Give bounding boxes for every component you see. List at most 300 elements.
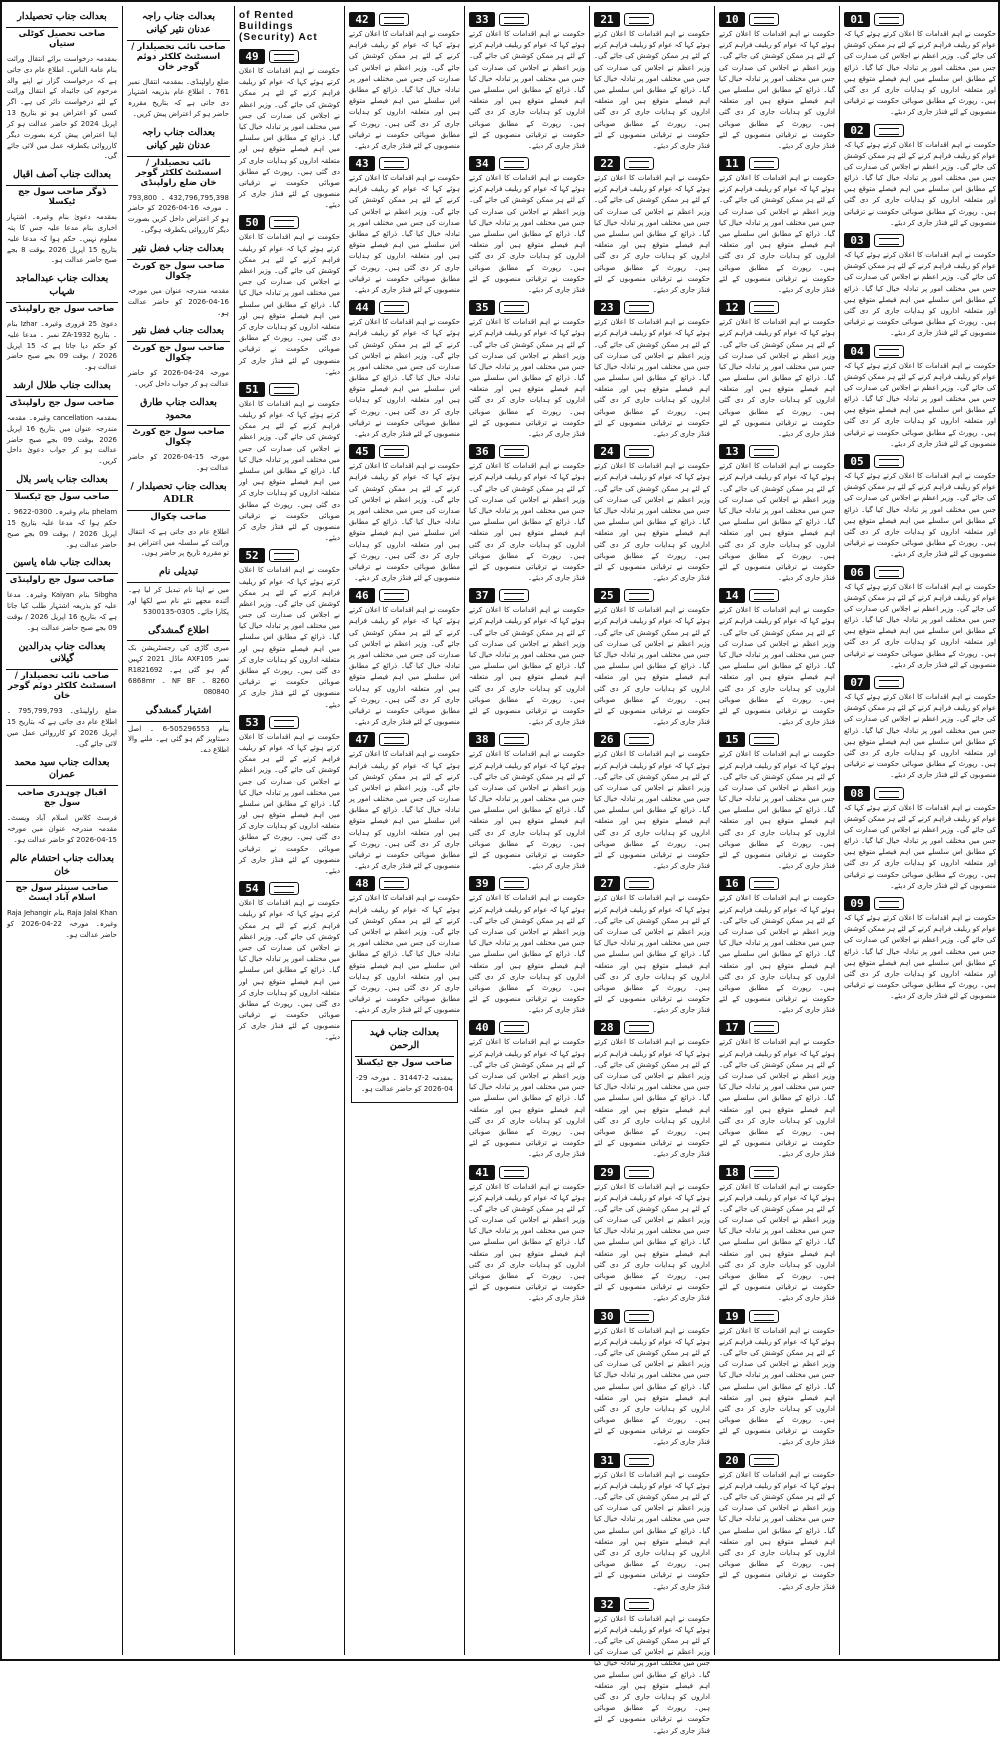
news-item <box>469 300 585 440</box>
news-tag-icon <box>624 1166 654 1179</box>
news-body: حکومت نے اہم اقدامات کا اعلان کرتے ہوئے کہا کہ عوام کو ریلیف فراہم کرنے کے لئے ہر ممکن کوشش کی جائے گی۔ وزیر اعظم نے اجلاس کی صدارت کی جس میں مختلف امور پر تبادلہ خیال کیا گیا۔ ذرائع کے مطابق اس سلسلے میں اہم فیصلے متوقع ہیں اور متعلقہ اداروں کو ہدایات جاری کر دی گئی ہیں۔ رپورٹ کے مطابق صوبائی حکومت نے ترقیاتی منصوبوں کے لئے فنڈز جاری کر دیئے۔ <box>239 67 340 210</box>
news-tag-icon <box>624 1021 654 1034</box>
news-tag-icon <box>624 877 654 890</box>
news-number-badge: 40 <box>469 1020 495 1035</box>
court-title: بعدالت جناب سید محمد عمران <box>6 754 118 787</box>
news-item <box>719 444 835 584</box>
news-number-badge: 23 <box>594 300 620 315</box>
news-item <box>469 732 585 872</box>
news-tag-icon <box>499 301 529 314</box>
news-item <box>719 1020 835 1160</box>
news-item-header <box>594 12 710 27</box>
news-item-header <box>349 12 460 27</box>
court-subtitle: صاحب نائب تحصیلدار / اسسٹنٹ کلکٹر دوئم گوجر خان <box>7 671 117 702</box>
news-body: حکومت نے اہم اقدامات کا اعلان کرتے ہوئے کہا کہ عوام کو ریلیف فراہم کرنے کے لئے ہر ممکن کوشش کی جائے گی۔ وزیر اعظم نے اجلاس کی صدارت کی جس میں مختلف امور پر تبادلہ خیال کیا گیا۔ ذرائع کے مطابق اس سلسلے میں اہم فیصلے متوقع ہیں اور متعلقہ اداروں کو ہدایات جاری کر دی گئی ہیں۔ رپورٹ کے مطابق صوبائی حکومت نے ترقیاتی منصوبوں کے لئے فنڈز جاری کر دیئے۔ <box>594 462 710 583</box>
news-item <box>844 896 996 1003</box>
notice-body: بمقدمہ دعویٰ بنام وغیرہ۔ اشتہار اخباری بنام مدعا علیہ جس کا پتہ معلوم نہیں۔ حکم ہوا کہ مدعا علیہ بتاریخ 15 اپریل 2026 بوقت 8 بجے صبح حاضر عدالت ہو۔ <box>7 213 118 265</box>
news-item <box>469 444 585 584</box>
news-item <box>844 786 996 893</box>
news-body: حکومت نے اہم اقدامات کا اعلان کرتے ہوئے کہا کہ عوام کو ریلیف فراہم کرنے کے لئے ہر ممکن کوشش کی جائے گی۔ وزیر اعظم نے اجلاس کی صدارت کی جس میں مختلف امور پر تبادلہ خیال کیا گیا۔ ذرائع کے مطابق اس سلسلے میں اہم فیصلے متوقع ہیں اور متعلقہ اداروں کو ہدایات جاری کر دی گئی ہیں۔ رپورٹ کے مطابق صوبائی حکومت نے ترقیاتی منصوبوں کے لئے فنڈز جاری کر دیئے۔ <box>594 30 710 150</box>
news-number-badge: 06 <box>844 565 870 580</box>
news-column-6 <box>839 6 1000 1655</box>
news-tag-icon <box>874 897 904 910</box>
news-item-header <box>349 732 460 747</box>
news-body: حکومت نے اہم اقدامات کا اعلان کرتے ہوئے کہا کہ عوام کو ریلیف فراہم کرنے کے لئے ہر ممکن کوشش کی جائے گی۔ وزیر اعظم نے اجلاس کی صدارت کی جس میں مختلف امور پر تبادلہ خیال کیا گیا۔ ذرائع کے مطابق اس سلسلے میں اہم فیصلے متوقع ہیں اور متعلقہ اداروں کو ہدایات جاری کر دی گئی ہیں۔ رپورٹ کے مطابق صوبائی حکومت نے ترقیاتی منصوبوں کے لئے فنڈز جاری کر دیئے۔ <box>719 1038 835 1159</box>
court-notice <box>127 322 230 394</box>
news-item <box>469 1165 585 1305</box>
news-tag-icon <box>269 383 299 396</box>
notices-column-second <box>122 6 234 1655</box>
news-item-header <box>594 444 710 459</box>
news-item <box>719 1453 835 1593</box>
news-tag-icon <box>499 733 529 746</box>
news-item <box>469 12 585 152</box>
court-subtitle: صاحب چکوال <box>150 511 207 522</box>
news-item <box>719 876 835 1016</box>
notice-body: دعویٰ 25 فروری وغیرہ۔ Izhar بنام ۔ بتاریخ ZA-1932 نمبر ۔ مدعا علیہ کو حکم دیا جاتا ہے کہ 15 اپریل 2026 / بوقت 09 بجے صبح حاضر عدالت ہو۔ <box>7 319 118 372</box>
news-number-badge: 36 <box>469 444 495 459</box>
news-body: حکومت نے اہم اقدامات کا اعلان کرتے ہوئے کہا کہ عوام کو ریلیف فراہم کرنے کے لئے ہر ممکن کوشش کی جائے گی۔ وزیر اعظم نے اجلاس کی صدارت کی جس میں مختلف امور پر تبادلہ خیال کیا گیا۔ ذرائع کے مطابق اس سلسلے میں اہم فیصلے متوقع ہیں اور متعلقہ اداروں کو ہدایات جاری کر دی گئی ہیں۔ رپورٹ کے مطابق صوبائی حکومت نے ترقیاتی منصوبوں کے لئے فنڈز جاری کر دیئے۔ <box>719 30 835 150</box>
court-notice <box>127 124 230 240</box>
news-tag-icon <box>499 1166 529 1179</box>
news-tag-icon <box>874 787 904 800</box>
news-body: حکومت نے اہم اقدامات کا اعلان کرتے ہوئے کہا کہ عوام کو ریلیف فراہم کرنے کے لئے ہر ممکن کوشش کی جائے گی۔ وزیر اعظم نے اجلاس کی صدارت کی جس میں مختلف امور پر تبادلہ خیال کیا گیا۔ ذرائع کے مطابق اس سلسلے میں اہم فیصلے متوقع ہیں اور متعلقہ اداروں کو ہدایات جاری کر دی گئی ہیں۔ رپورٹ کے مطابق صوبائی حکومت نے ترقیاتی منصوبوں کے لئے فنڈز جاری کر دیئے۔ <box>719 174 835 294</box>
lost-notice-body: میری گاڑی کی رجسٹریشن بک نمبر AXF105 ماڈل 2021 کہیں گم ہو گئی ہے۔ R1821692 8260 ۔ NF BF ۔ 6868mr 080840 <box>128 644 229 696</box>
news-body: حکومت نے اہم اقدامات کا اعلان کرتے ہوئے کہا کہ عوام کو ریلیف فراہم کرنے کے لئے ہر ممکن کوشش کی جائے گی۔ وزیر اعظم نے اجلاس کی صدارت کی جس میں مختلف امور پر تبادلہ خیال کیا گیا۔ ذرائع کے مطابق اس سلسلے میں اہم فیصلے متوقع ہیں اور متعلقہ اداروں کو ہدایات جاری کر دی گئی ہیں۔ رپورٹ کے مطابق صوبائی حکومت نے ترقیاتی منصوبوں کے لئے فنڈز جاری کر دیئے۔ <box>594 606 710 727</box>
news-body: حکومت نے اہم اقدامات کا اعلان کرتے ہوئے کہا کہ عوام کو ریلیف فراہم کرنے کے لئے ہر ممکن کوشش کی جائے گی۔ وزیر اعظم نے اجلاس کی صدارت کی جس میں مختلف امور پر تبادلہ خیال کیا گیا۔ ذرائع کے مطابق اس سلسلے میں اہم فیصلے متوقع ہیں اور متعلقہ اداروں کو ہدایات جاری کر دی گئی ہیں۔ رپورٹ کے مطابق صوبائی حکومت نے ترقیاتی منصوبوں کے لئے فنڈز جاری کر دیئے۔ <box>469 1182 585 1303</box>
news-body: حکومت نے اہم اقدامات کا اعلان کرتے ہوئے کہا کہ عوام کو ریلیف فراہم کرنے کے لئے ہر ممکن کوشش کی جائے گی۔ وزیر اعظم نے اجلاس کی صدارت کی جس میں مختلف امور پر تبادلہ خیال کیا گیا۔ ذرائع کے مطابق اس سلسلے میں اہم فیصلے متوقع ہیں اور متعلقہ اداروں کو ہدایات جاری کر دی گئی ہیں۔ رپورٹ کے مطابق صوبائی حکومت نے ترقیاتی منصوبوں کے لئے فنڈز جاری کر دیئے۔ <box>239 732 340 875</box>
news-tag-icon <box>379 877 409 890</box>
news-item-header <box>719 12 835 27</box>
news-body: حکومت نے اہم اقدامات کا اعلان کرتے ہوئے کہا کہ عوام کو ریلیف فراہم کرنے کے لئے ہر ممکن کوشش کی جائے گی۔ وزیر اعظم نے اجلاس کی صدارت کی جس میں مختلف امور پر تبادلہ خیال کیا گیا۔ ذرائع کے مطابق اس سلسلے میں اہم فیصلے متوقع ہیں اور متعلقہ اداروں کو ہدایات جاری کر دی گئی ہیں۔ رپورٹ کے مطابق صوبائی حکومت نے ترقیاتی منصوبوں کے لئے فنڈز جاری کر دیئے۔ <box>594 894 710 1015</box>
news-number-badge: 53 <box>239 715 265 730</box>
court-notice <box>127 394 230 478</box>
news-item-header <box>719 876 835 891</box>
news-item <box>594 156 710 296</box>
court-title: بعدالت جناب تحصیلدار <box>6 8 118 28</box>
news-item <box>719 588 835 728</box>
news-tag-icon <box>379 157 409 170</box>
court-notice-center <box>351 1020 458 1102</box>
news-number-badge: 02 <box>844 123 870 138</box>
news-item-header <box>594 1597 710 1612</box>
news-item <box>239 548 340 710</box>
news-column-5 <box>714 6 839 1655</box>
news-item-header <box>844 454 996 469</box>
news-tag-icon <box>269 882 299 895</box>
news-column-2 <box>344 6 464 1655</box>
news-item <box>594 1020 710 1160</box>
court-subtitle: صاحب سول جج ٹیکسلا <box>14 491 110 502</box>
news-number-badge: 12 <box>719 300 745 315</box>
news-tag-icon <box>624 445 654 458</box>
notice-body: Sibgha بنام Kaiyan وغیرہ۔ مدعا علیہ کو بذریعہ اشتہار طلب کیا جاتا ہے کہ بتاریخ 16 اپریل 2026 / بوقت 09 بجے صبح حاضر عدالت ہو۔ <box>7 591 118 632</box>
court-notice <box>127 478 230 563</box>
court-notice <box>6 8 118 166</box>
news-body: حکومت نے اہم اقدامات کا اعلان کرتے ہوئے کہا کہ عوام کو ریلیف فراہم کرنے کے لئے ہر ممکن کوشش کی جائے گی۔ وزیر اعظم نے اجلاس کی صدارت کی جس میں مختلف امور پر تبادلہ خیال کیا گیا۔ ذرائع کے مطابق اس سلسلے میں اہم فیصلے متوقع ہیں اور متعلقہ اداروں کو ہدایات جاری کر دی گئی ہیں۔ رپورٹ کے مطابق صوبائی حکومت نے ترقیاتی منصوبوں کے لئے فنڈز جاری کر دیئے۔ <box>719 750 835 871</box>
court-title: بعدالت جناب راجہ عدنان نثیر کیانی <box>127 8 230 41</box>
court-subtitle: صاحب سول جج راولپنڈی <box>9 575 115 586</box>
court-subtitle: صاحب سینئر سول جج اسلام آباد ایسٹ <box>15 883 109 904</box>
missing-notice-body: بنام 505296553-6 ۔ اصل دستاویز گم ہو گئی ہے۔ ملنے والا اطلاع دے۔ <box>128 724 229 755</box>
news-number-badge: 42 <box>349 12 375 27</box>
news-item-header <box>239 715 340 730</box>
court-title: بعدالت جناب فضل نثیر <box>127 322 230 342</box>
news-tag-icon <box>379 733 409 746</box>
news-item <box>349 300 460 440</box>
news-tag-icon <box>749 877 779 890</box>
news-number-badge: 16 <box>719 876 745 891</box>
news-body: حکومت نے اہم اقدامات کا اعلان کرتے ہوئے کہا کہ عوام کو ریلیف فراہم کرنے کے لئے ہر ممکن کوشش کی جائے گی۔ وزیر اعظم نے اجلاس کی صدارت کی جس میں مختلف امور پر تبادلہ خیال کیا گیا۔ ذرائع کے مطابق اس سلسلے میں اہم فیصلے متوقع ہیں اور متعلقہ اداروں کو ہدایات جاری کر دی گئی ہیں۔ رپورٹ کے مطابق صوبائی حکومت نے ترقیاتی منصوبوں کے لئے فنڈز جاری کر دیئے۔ <box>469 462 585 583</box>
news-body: حکومت نے اہم اقدامات کا اعلان کرتے ہوئے کہا کہ عوام کو ریلیف فراہم کرنے کے لئے ہر ممکن کوشش کی جائے گی۔ وزیر اعظم نے اجلاس کی صدارت کی جس میں مختلف امور پر تبادلہ خیال کیا گیا۔ ذرائع کے مطابق اس سلسلے میں اہم فیصلے متوقع ہیں اور متعلقہ اداروں کو ہدایات جاری کر دی گئی ہیں۔ رپورٹ کے مطابق صوبائی حکومت نے ترقیاتی منصوبوں کے لئے فنڈز جاری کر دیئے۔ <box>844 914 996 1001</box>
news-body: حکومت نے اہم اقدامات کا اعلان کرتے ہوئے کہا کہ عوام کو ریلیف فراہم کرنے کے لئے ہر ممکن کوشش کی جائے گی۔ وزیر اعظم نے اجلاس کی صدارت کی جس میں مختلف امور پر تبادلہ خیال کیا گیا۔ ذرائع کے مطابق اس سلسلے میں اہم فیصلے متوقع ہیں اور متعلقہ اداروں کو ہدایات جاری کر دی گئی ہیں۔ رپورٹ کے مطابق صوبائی حکومت نے ترقیاتی منصوبوں کے لئے فنڈز جاری کر دیئے۔ <box>349 462 460 583</box>
news-item <box>239 49 340 211</box>
name-change-body: میں نے اپنا نام تبدیل کر لیا ہے۔ آئندہ مجھے نئے نام سے لکھا اور پکارا جائے۔ 0305-5300135 <box>128 586 229 616</box>
court-subtitle: صاحب سول جج راولپنڈی <box>9 303 115 314</box>
notice-body: phelam بنام وغیرہ۔ 0300-9622 ۔ حکم ہوا کہ مدعا علیہ بتاریخ 15 اپریل 2026 / بوقت 09 بجے صبح حاضر عدالت ہو۔ <box>7 507 117 549</box>
news-item <box>594 1165 710 1305</box>
news-tag-icon <box>749 1310 779 1323</box>
news-item <box>594 876 710 1016</box>
news-tag-icon <box>379 589 409 602</box>
news-body: حکومت نے اہم اقدامات کا اعلان کرتے ہوئے کہا کہ عوام کو ریلیف فراہم کرنے کے لئے ہر ممکن کوشش کی جائے گی۔ وزیر اعظم نے اجلاس کی صدارت کی جس میں مختلف امور پر تبادلہ خیال کیا گیا۔ ذرائع کے مطابق اس سلسلے میں اہم فیصلے متوقع ہیں اور متعلقہ اداروں کو ہدایات جاری کر دی گئی ہیں۔ رپورٹ کے مطابق صوبائی حکومت نے ترقیاتی منصوبوں کے لئے فنڈز جاری کر دیئے۔ <box>469 30 585 150</box>
news-tag-icon <box>499 877 529 890</box>
news-tag-icon <box>269 50 299 63</box>
court-title: بعدالت جناب شاہ یاسین <box>6 554 118 574</box>
news-item <box>469 156 585 296</box>
court-body: بمقدمہ 2-31447 ۔ مورخہ 29-04-2026 کو حاضر عدالت ہو۔ <box>356 1074 453 1093</box>
notice-body: ضلع راولپنڈی۔ 795,799,793 ۔ اطلاع عام دی جاتی ہے کہ بتاریخ 15 اپریل 2026 کو کارروائی عمل میں لائی جائے گی۔ <box>7 707 117 748</box>
news-item <box>719 732 835 872</box>
news-number-badge: 52 <box>239 548 265 563</box>
news-number-badge: 48 <box>349 876 375 891</box>
news-item <box>844 123 996 230</box>
news-tag-icon <box>624 13 654 26</box>
news-item-header <box>719 732 835 747</box>
notice-body: ضلع راولپنڈی۔ بمقدمہ انتقال نمبر 761 ۔ اطلاع عام بذریعہ اشتہار دی جاتی ہے کہ بتاریخ مقررہ حاضر ہو کر اعتراض پیش کریں۔ <box>128 77 229 119</box>
news-body: حکومت نے اہم اقدامات کا اعلان کرتے ہوئے کہا کہ عوام کو ریلیف فراہم کرنے کے لئے ہر ممکن کوشش کی جائے گی۔ وزیر اعظم نے اجلاس کی صدارت کی جس میں مختلف امور پر تبادلہ خیال کیا گیا۔ ذرائع کے مطابق اس سلسلے میں اہم فیصلے متوقع ہیں اور متعلقہ اداروں کو ہدایات جاری کر دی گئی ہیں۔ رپورٹ کے مطابق صوبائی حکومت نے ترقیاتی منصوبوں کے لئے فنڈز جاری کر دیئے۔ <box>844 30 996 117</box>
news-item <box>844 344 996 451</box>
news-item <box>594 300 710 440</box>
news-item <box>349 588 460 728</box>
court-subtitle: صاحب سول جج کورٹ چکوال <box>132 260 225 281</box>
news-item-header <box>594 588 710 603</box>
news-item-header <box>469 156 585 171</box>
news-tag-icon <box>624 1598 654 1611</box>
news-body: حکومت نے اہم اقدامات کا اعلان کرتے ہوئے کہا کہ عوام کو ریلیف فراہم کرنے کے لئے ہر ممکن کوشش کی جائے گی۔ وزیر اعظم نے اجلاس کی صدارت کی جس میں مختلف امور پر تبادلہ خیال کیا گیا۔ ذرائع کے مطابق اس سلسلے میں اہم فیصلے متوقع ہیں اور متعلقہ اداروں کو ہدایات جاری کر دی گئی ہیں۔ رپورٹ کے مطابق صوبائی حکومت نے ترقیاتی منصوبوں کے لئے فنڈز جاری کر دیئے۔ <box>349 30 460 150</box>
news-number-badge: 37 <box>469 588 495 603</box>
news-body: حکومت نے اہم اقدامات کا اعلان کرتے ہوئے کہا کہ عوام کو ریلیف فراہم کرنے کے لئے ہر ممکن کوشش کی جائے گی۔ وزیر اعظم نے اجلاس کی صدارت کی جس میں مختلف امور پر تبادلہ خیال کیا گیا۔ ذرائع کے مطابق اس سلسلے میں اہم فیصلے متوقع ہیں اور متعلقہ اداروں کو ہدایات جاری کر دی گئی ہیں۔ رپورٹ کے مطابق صوبائی حکومت نے ترقیاتی منصوبوں کے لئے فنڈز جاری کر دیئے۔ <box>844 803 996 890</box>
news-item-header <box>239 881 340 896</box>
news-item <box>594 1597 710 1737</box>
court-subtitle: صاحب سول جج راولپنڈی <box>9 397 115 408</box>
court-notice <box>6 377 118 471</box>
news-number-badge: 10 <box>719 12 745 27</box>
news-item <box>719 300 835 440</box>
news-number-badge: 43 <box>349 156 375 171</box>
news-tag-icon <box>749 445 779 458</box>
news-body: حکومت نے اہم اقدامات کا اعلان کرتے ہوئے کہا کہ عوام کو ریلیف فراہم کرنے کے لئے ہر ممکن کوشش کی جائے گی۔ وزیر اعظم نے اجلاس کی صدارت کی جس میں مختلف امور پر تبادلہ خیال کیا گیا۔ ذرائع کے مطابق اس سلسلے میں اہم فیصلے متوقع ہیں اور متعلقہ اداروں کو ہدایات جاری کر دی گئی ہیں۔ رپورٹ کے مطابق صوبائی حکومت نے ترقیاتی منصوبوں کے لئے فنڈز جاری کر دیئے۔ <box>594 750 710 871</box>
news-body: حکومت نے اہم اقدامات کا اعلان کرتے ہوئے کہا کہ عوام کو ریلیف فراہم کرنے کے لئے ہر ممکن کوشش کی جائے گی۔ وزیر اعظم نے اجلاس کی صدارت کی جس میں مختلف امور پر تبادلہ خیال کیا گیا۔ ذرائع کے مطابق اس سلسلے میں اہم فیصلے متوقع ہیں اور متعلقہ اداروں کو ہدایات جاری کر دی گئی ہیں۔ رپورٹ کے مطابق صوبائی حکومت نے ترقیاتی منصوبوں کے لئے فنڈز جاری کر دیئے۔ <box>844 251 996 338</box>
news-item <box>719 1165 835 1305</box>
court-subtitle: اقبال چوہدری صاحب سول جج <box>17 788 107 809</box>
court-subtitle: صاحب نائب تحصیلدار / اسسٹنٹ کلکٹر دوئم گوجر خان <box>131 41 226 72</box>
news-tag-icon <box>624 733 654 746</box>
news-item-header <box>844 896 996 911</box>
news-item <box>239 715 340 877</box>
news-item-header <box>594 300 710 315</box>
news-item-header <box>349 876 460 891</box>
news-number-badge: 13 <box>719 444 745 459</box>
news-body: حکومت نے اہم اقدامات کا اعلان کرتے ہوئے کہا کہ عوام کو ریلیف فراہم کرنے کے لئے ہر ممکن کوشش کی جائے گی۔ وزیر اعظم نے اجلاس کی صدارت کی جس میں مختلف امور پر تبادلہ خیال کیا گیا۔ ذرائع کے مطابق اس سلسلے میں اہم فیصلے متوقع ہیں اور متعلقہ اداروں کو ہدایات جاری کر دی گئی ہیں۔ رپورٹ کے مطابق صوبائی حکومت نے ترقیاتی منصوبوں کے لئے فنڈز جاری کر دیئے۔ <box>594 1182 710 1303</box>
news-number-badge: 32 <box>594 1597 620 1612</box>
news-item-header <box>594 876 710 891</box>
news-tag-icon <box>749 1021 779 1034</box>
news-tag-icon <box>874 345 904 358</box>
news-body: حکومت نے اہم اقدامات کا اعلان کرتے ہوئے کہا کہ عوام کو ریلیف فراہم کرنے کے لئے ہر ممکن کوشش کی جائے گی۔ وزیر اعظم نے اجلاس کی صدارت کی جس میں مختلف امور پر تبادلہ خیال کیا گیا۔ ذرائع کے مطابق اس سلسلے میں اہم فیصلے متوقع ہیں اور متعلقہ اداروں کو ہدایات جاری کر دی گئی ہیں۔ رپورٹ کے مطابق صوبائی حکومت نے ترقیاتی منصوبوں کے لئے فنڈز جاری کر دیئے۔ <box>239 399 340 543</box>
news-number-badge: 29 <box>594 1165 620 1180</box>
news-column-4 <box>589 6 714 1735</box>
news-body: حکومت نے اہم اقدامات کا اعلان کرتے ہوئے کہا کہ عوام کو ریلیف فراہم کرنے کے لئے ہر ممکن کوشش کی جائے گی۔ وزیر اعظم نے اجلاس کی صدارت کی جس میں مختلف امور پر تبادلہ خیال کیا گیا۔ ذرائع کے مطابق اس سلسلے میں اہم فیصلے متوقع ہیں اور متعلقہ اداروں کو ہدایات جاری کر دی گئی ہیں۔ رپورٹ کے مطابق صوبائی حکومت نے ترقیاتی منصوبوں کے لئے فنڈز جاری کر دیئے۔ <box>469 1038 585 1159</box>
news-body: حکومت نے اہم اقدامات کا اعلان کرتے ہوئے کہا کہ عوام کو ریلیف فراہم کرنے کے لئے ہر ممکن کوشش کی جائے گی۔ وزیر اعظم نے اجلاس کی صدارت کی جس میں مختلف امور پر تبادلہ خیال کیا گیا۔ ذرائع کے مطابق اس سلسلے میں اہم فیصلے متوقع ہیں اور متعلقہ اداروں کو ہدایات جاری کر دی گئی ہیں۔ رپورٹ کے مطابق صوبائی حکومت نے ترقیاتی منصوبوں کے لئے فنڈز جاری کر دیئے۔ <box>349 750 460 871</box>
court-title: بعدالت جناب طلال ارشد <box>6 377 118 397</box>
news-item-header <box>844 233 996 248</box>
news-number-badge: 33 <box>469 12 495 27</box>
news-item-header <box>469 1020 585 1035</box>
lost-notice <box>127 622 230 702</box>
news-item-header <box>844 786 996 801</box>
news-item <box>594 732 710 872</box>
news-number-badge: 24 <box>594 444 620 459</box>
news-number-badge: 22 <box>594 156 620 171</box>
news-item <box>239 881 340 1043</box>
news-tag-icon <box>624 1310 654 1323</box>
news-item <box>719 1309 835 1449</box>
news-item-header <box>719 300 835 315</box>
court-subtitle: صاحب سول جج کورٹ چکوال <box>132 343 225 364</box>
court-notice <box>6 754 118 850</box>
news-tag-icon <box>749 1166 779 1179</box>
news-item <box>594 1309 710 1449</box>
news-number-badge: 20 <box>719 1453 745 1468</box>
news-item <box>239 215 340 377</box>
news-tag-icon <box>624 1454 654 1467</box>
court-notice <box>127 240 230 322</box>
news-number-badge: 01 <box>844 12 870 27</box>
news-number-badge: 17 <box>719 1020 745 1035</box>
news-tag-icon <box>269 549 299 562</box>
notice-body: بمقدمہ درخواست برائے انتقال وراثت بنام عامۃ الناس۔ اطلاع عام دی جاتی ہے کہ درخواست گزار نے اپنے والد مرحوم کی جائیداد کے انتقال وراثت کے لئے درخواست دائر کی ہے۔ اگر کسی کو اعتراض ہو تو بتاریخ 13 اپریل 2024 کو حاضر عدالت ہو کر اپنا اعتراض پیش کرے بصورت دیگر کارروائی یکطرفہ عمل میں لائی جائے گی۔ <box>7 54 118 161</box>
news-number-badge: 51 <box>239 382 265 397</box>
news-tag-icon <box>624 589 654 602</box>
news-tag-icon <box>874 234 904 247</box>
news-column-3 <box>464 6 589 1655</box>
news-number-badge: 18 <box>719 1165 745 1180</box>
news-tag-icon <box>499 1021 529 1034</box>
news-body: حکومت نے اہم اقدامات کا اعلان کرتے ہوئے کہا کہ عوام کو ریلیف فراہم کرنے کے لئے ہر ممکن کوشش کی جائے گی۔ وزیر اعظم نے اجلاس کی صدارت کی جس میں مختلف امور پر تبادلہ خیال کیا گیا۔ ذرائع کے مطابق اس سلسلے میں اہم فیصلے متوقع ہیں اور متعلقہ اداروں کو ہدایات جاری کر دی گئی ہیں۔ رپورٹ کے مطابق صوبائی حکومت نے ترقیاتی منصوبوں کے لئے فنڈز جاری کر دیئے۔ <box>594 1614 710 1735</box>
news-item-header <box>594 1309 710 1324</box>
news-item <box>844 233 996 340</box>
news-item-header <box>239 49 340 64</box>
news-body: حکومت نے اہم اقدامات کا اعلان کرتے ہوئے کہا کہ عوام کو ریلیف فراہم کرنے کے لئے ہر ممکن کوشش کی جائے گی۔ وزیر اعظم نے اجلاس کی صدارت کی جس میں مختلف امور پر تبادلہ خیال کیا گیا۔ ذرائع کے مطابق اس سلسلے میں اہم فیصلے متوقع ہیں اور متعلقہ اداروں کو ہدایات جاری کر دی گئی ہیں۔ رپورٹ کے مطابق صوبائی حکومت نے ترقیاتی منصوبوں کے لئے فنڈز جاری کر دیئے۔ <box>844 140 996 227</box>
news-body: حکومت نے اہم اقدامات کا اعلان کرتے ہوئے کہا کہ عوام کو ریلیف فراہم کرنے کے لئے ہر ممکن کوشش کی جائے گی۔ وزیر اعظم نے اجلاس کی صدارت کی جس میں مختلف امور پر تبادلہ خیال کیا گیا۔ ذرائع کے مطابق اس سلسلے میں اہم فیصلے متوقع ہیں اور متعلقہ اداروں کو ہدایات جاری کر دی گئی ہیں۔ رپورٹ کے مطابق صوبائی حکومت نے ترقیاتی منصوبوں کے لئے فنڈز جاری کر دیئے۔ <box>469 318 585 438</box>
notice-body: Raja Jalal Khan بنام Raja Jehangir وغیرہ۔ مورخہ 22-04-2026 کو حاضر عدالت ہو۔ <box>7 909 117 939</box>
news-number-badge: 45 <box>349 444 375 459</box>
missing-notice-title: اشتہار گمشدگی <box>127 702 230 722</box>
news-item <box>844 12 996 119</box>
news-item-header <box>844 565 996 580</box>
news-body: حکومت نے اہم اقدامات کا اعلان کرتے ہوئے کہا کہ عوام کو ریلیف فراہم کرنے کے لئے ہر ممکن کوشش کی جائے گی۔ وزیر اعظم نے اجلاس کی صدارت کی جس میں مختلف امور پر تبادلہ خیال کیا گیا۔ ذرائع کے مطابق اس سلسلے میں اہم فیصلے متوقع ہیں اور متعلقہ اداروں کو ہدایات جاری کر دی گئی ہیں۔ رپورٹ کے مطابق صوبائی حکومت نے ترقیاتی منصوبوں کے لئے فنڈز جاری کر دیئے۔ <box>719 1326 835 1447</box>
news-number-badge: 31 <box>594 1453 620 1468</box>
news-body: حکومت نے اہم اقدامات کا اعلان کرتے ہوئے کہا کہ عوام کو ریلیف فراہم کرنے کے لئے ہر ممکن کوشش کی جائے گی۔ وزیر اعظم نے اجلاس کی صدارت کی جس میں مختلف امور پر تبادلہ خیال کیا گیا۔ ذرائع کے مطابق اس سلسلے میں اہم فیصلے متوقع ہیں اور متعلقہ اداروں کو ہدایات جاری کر دی گئی ہیں۔ رپورٹ کے مطابق صوبائی حکومت نے ترقیاتی منصوبوں کے لئے فنڈز جاری کر دیئے۔ <box>594 1470 710 1591</box>
news-number-badge: 19 <box>719 1309 745 1324</box>
court-title: بعدالت جناب راجہ عدنان نثیر کیانی <box>127 124 230 157</box>
court-title: بعدالت جناب تحصیلدار / ADLR <box>127 478 230 511</box>
notice-body: مقدمہ مندرجہ عنوان میں مورخہ 16-04-2026 کو حاضر عدالت ہو۔ <box>128 286 229 317</box>
news-item-header <box>719 1165 835 1180</box>
news-item-header <box>469 1165 585 1180</box>
news-item <box>239 382 340 544</box>
court-subtitle: نائب تحصیلدار / اسسٹنٹ کلکٹر گوجر خان ضلع راولپنڈی <box>135 157 222 188</box>
court-title: بعدالت جناب بدرالدین گیلانی <box>6 638 118 671</box>
news-item <box>719 156 835 296</box>
news-number-badge: 14 <box>719 588 745 603</box>
news-item-header <box>844 344 996 359</box>
news-body: حکومت نے اہم اقدامات کا اعلان کرتے ہوئے کہا کہ عوام کو ریلیف فراہم کرنے کے لئے ہر ممکن کوشش کی جائے گی۔ وزیر اعظم نے اجلاس کی صدارت کی جس میں مختلف امور پر تبادلہ خیال کیا گیا۔ ذرائع کے مطابق اس سلسلے میں اہم فیصلے متوقع ہیں اور متعلقہ اداروں کو ہدایات جاری کر دی گئی ہیں۔ رپورٹ کے مطابق صوبائی حکومت نے ترقیاتی منصوبوں کے لئے فنڈز جاری کر دیئے۔ <box>469 894 585 1015</box>
news-number-badge: 27 <box>594 876 620 891</box>
name-change <box>127 563 230 621</box>
news-body: حکومت نے اہم اقدامات کا اعلان کرتے ہوئے کہا کہ عوام کو ریلیف فراہم کرنے کے لئے ہر ممکن کوشش کی جائے گی۔ وزیر اعظم نے اجلاس کی صدارت کی جس میں مختلف امور پر تبادلہ خیال کیا گیا۔ ذرائع کے مطابق اس سلسلے میں اہم فیصلے متوقع ہیں اور متعلقہ اداروں کو ہدایات جاری کر دی گئی ہیں۔ رپورٹ کے مطابق صوبائی حکومت نے ترقیاتی منصوبوں کے لئے فنڈز جاری کر دیئے۔ <box>844 361 996 448</box>
court-title: بعدالت جناب یاسر بلال <box>6 471 118 491</box>
news-number-badge: 49 <box>239 49 265 64</box>
news-item <box>469 1020 585 1160</box>
news-number-badge: 03 <box>844 233 870 248</box>
news-tag-icon <box>749 589 779 602</box>
news-body: حکومت نے اہم اقدامات کا اعلان کرتے ہوئے کہا کہ عوام کو ریلیف فراہم کرنے کے لئے ہر ممکن کوشش کی جائے گی۔ وزیر اعظم نے اجلاس کی صدارت کی جس میں مختلف امور پر تبادلہ خیال کیا گیا۔ ذرائع کے مطابق اس سلسلے میں اہم فیصلے متوقع ہیں اور متعلقہ اداروں کو ہدایات جاری کر دی گئی ہیں۔ رپورٹ کے مطابق صوبائی حکومت نے ترقیاتی منصوبوں کے لئے فنڈز جاری کر دیئے۔ <box>594 1038 710 1159</box>
news-body: حکومت نے اہم اقدامات کا اعلان کرتے ہوئے کہا کہ عوام کو ریلیف فراہم کرنے کے لئے ہر ممکن کوشش کی جائے گی۔ وزیر اعظم نے اجلاس کی صدارت کی جس میں مختلف امور پر تبادلہ خیال کیا گیا۔ ذرائع کے مطابق اس سلسلے میں اہم فیصلے متوقع ہیں اور متعلقہ اداروں کو ہدایات جاری کر دی گئی ہیں۔ رپورٹ کے مطابق صوبائی حکومت نے ترقیاتی منصوبوں کے لئے فنڈز جاری کر دیئے۔ <box>349 894 460 1015</box>
court-title: بعدالت جناب طارق محمود <box>127 394 230 427</box>
news-item-header <box>719 588 835 603</box>
news-item-header <box>719 1020 835 1035</box>
news-item-header <box>469 300 585 315</box>
news-item-header <box>239 215 340 230</box>
news-item-header <box>469 876 585 891</box>
news-item <box>469 876 585 1016</box>
news-item <box>844 675 996 782</box>
news-item-header <box>349 444 460 459</box>
news-item-header <box>469 732 585 747</box>
court-title: بعدالت جناب احتشام عالم خان <box>6 850 118 883</box>
news-number-badge: 28 <box>594 1020 620 1035</box>
news-number-badge: 11 <box>719 156 745 171</box>
news-body: حکومت نے اہم اقدامات کا اعلان کرتے ہوئے کہا کہ عوام کو ریلیف فراہم کرنے کے لئے ہر ممکن کوشش کی جائے گی۔ وزیر اعظم نے اجلاس کی صدارت کی جس میں مختلف امور پر تبادلہ خیال کیا گیا۔ ذرائع کے مطابق اس سلسلے میں اہم فیصلے متوقع ہیں اور متعلقہ اداروں کو ہدایات جاری کر دی گئی ہیں۔ رپورٹ کے مطابق صوبائی حکومت نے ترقیاتی منصوبوں کے لئے فنڈز جاری کر دیئے۔ <box>239 899 340 1042</box>
news-body: حکومت نے اہم اقدامات کا اعلان کرتے ہوئے کہا کہ عوام کو ریلیف فراہم کرنے کے لئے ہر ممکن کوشش کی جائے گی۔ وزیر اعظم نے اجلاس کی صدارت کی جس میں مختلف امور پر تبادلہ خیال کیا گیا۔ ذرائع کے مطابق اس سلسلے میں اہم فیصلے متوقع ہیں اور متعلقہ اداروں کو ہدایات جاری کر دی گئی ہیں۔ رپورٹ کے مطابق صوبائی حکومت نے ترقیاتی منصوبوں کے لئے فنڈز جاری کر دیئے۔ <box>844 693 996 780</box>
news-item-header <box>844 12 996 27</box>
news-tag-icon <box>269 216 299 229</box>
news-item <box>594 588 710 728</box>
news-item <box>844 454 996 561</box>
news-number-badge: 44 <box>349 300 375 315</box>
news-body: حکومت نے اہم اقدامات کا اعلان کرتے ہوئے کہا کہ عوام کو ریلیف فراہم کرنے کے لئے ہر ممکن کوشش کی جائے گی۔ وزیر اعظم نے اجلاس کی صدارت کی جس میں مختلف امور پر تبادلہ خیال کیا گیا۔ ذرائع کے مطابق اس سلسلے میں اہم فیصلے متوقع ہیں اور متعلقہ اداروں کو ہدایات جاری کر دی گئی ہیں۔ رپورٹ کے مطابق صوبائی حکومت نے ترقیاتی منصوبوں کے لئے فنڈز جاری کر دیئے۔ <box>349 606 460 727</box>
news-tag-icon <box>874 124 904 137</box>
news-item-header <box>719 1309 835 1324</box>
news-item <box>349 444 460 584</box>
news-item-header <box>469 588 585 603</box>
news-body: حکومت نے اہم اقدامات کا اعلان کرتے ہوئے کہا کہ عوام کو ریلیف فراہم کرنے کے لئے ہر ممکن کوشش کی جائے گی۔ وزیر اعظم نے اجلاس کی صدارت کی جس میں مختلف امور پر تبادلہ خیال کیا گیا۔ ذرائع کے مطابق اس سلسلے میں اہم فیصلے متوقع ہیں اور متعلقہ اداروں کو ہدایات جاری کر دی گئی ہیں۔ رپورٹ کے مطابق صوبائی حکومت نے ترقیاتی منصوبوں کے لئے فنڈز جاری کر دیئے۔ <box>594 318 710 438</box>
news-number-badge: 04 <box>844 344 870 359</box>
news-tag-icon <box>874 676 904 689</box>
news-item-header <box>469 444 585 459</box>
news-number-badge: 30 <box>594 1309 620 1324</box>
news-number-badge: 54 <box>239 881 265 896</box>
court-title: بعدالت جناب فضل نثیر <box>127 240 230 260</box>
news-tag-icon <box>379 445 409 458</box>
news-item-header <box>594 732 710 747</box>
court-notice <box>127 8 230 124</box>
court-title: بعدالت جناب آصف اقبال <box>6 166 118 186</box>
news-number-badge: 21 <box>594 12 620 27</box>
news-body: حکومت نے اہم اقدامات کا اعلان کرتے ہوئے کہا کہ عوام کو ریلیف فراہم کرنے کے لئے ہر ممکن کوشش کی جائے گی۔ وزیر اعظم نے اجلاس کی صدارت کی جس میں مختلف امور پر تبادلہ خیال کیا گیا۔ ذرائع کے مطابق اس سلسلے میں اہم فیصلے متوقع ہیں اور متعلقہ اداروں کو ہدایات جاری کر دی گئی ہیں۔ رپورٹ کے مطابق صوبائی حکومت نے ترقیاتی منصوبوں کے لئے فنڈز جاری کر دیئے۔ <box>844 472 996 559</box>
news-body: حکومت نے اہم اقدامات کا اعلان کرتے ہوئے کہا کہ عوام کو ریلیف فراہم کرنے کے لئے ہر ممکن کوشش کی جائے گی۔ وزیر اعظم نے اجلاس کی صدارت کی جس میں مختلف امور پر تبادلہ خیال کیا گیا۔ ذرائع کے مطابق اس سلسلے میں اہم فیصلے متوقع ہیں اور متعلقہ اداروں کو ہدایات جاری کر دی گئی ہیں۔ رپورٹ کے مطابق صوبائی حکومت نے ترقیاتی منصوبوں کے لئے فنڈز جاری کر دیئے۔ <box>239 233 340 376</box>
news-body: حکومت نے اہم اقدامات کا اعلان کرتے ہوئے کہا کہ عوام کو ریلیف فراہم کرنے کے لئے ہر ممکن کوشش کی جائے گی۔ وزیر اعظم نے اجلاس کی صدارت کی جس میں مختلف امور پر تبادلہ خیال کیا گیا۔ ذرائع کے مطابق اس سلسلے میں اہم فیصلے متوقع ہیں اور متعلقہ اداروں کو ہدایات جاری کر دی گئی ہیں۔ رپورٹ کے مطابق صوبائی حکومت نے ترقیاتی منصوبوں کے لئے فنڈز جاری کر دیئے۔ <box>844 582 996 669</box>
news-number-badge: 08 <box>844 786 870 801</box>
news-number-badge: 26 <box>594 732 620 747</box>
news-number-badge: 07 <box>844 675 870 690</box>
news-body: حکومت نے اہم اقدامات کا اعلان کرتے ہوئے کہا کہ عوام کو ریلیف فراہم کرنے کے لئے ہر ممکن کوشش کی جائے گی۔ وزیر اعظم نے اجلاس کی صدارت کی جس میں مختلف امور پر تبادلہ خیال کیا گیا۔ ذرائع کے مطابق اس سلسلے میں اہم فیصلے متوقع ہیں اور متعلقہ اداروں کو ہدایات جاری کر دی گئی ہیں۔ رپورٹ کے مطابق صوبائی حکومت نے ترقیاتی منصوبوں کے لئے فنڈز جاری کر دیئے۔ <box>719 606 835 727</box>
news-item-header <box>719 444 835 459</box>
missing-notice <box>127 702 230 760</box>
news-tag-icon <box>499 157 529 170</box>
notice-body: فرسٹ کلاس اسلام آباد ویسٹ۔ مقدمہ مندرجہ عنوان میں مورخہ 15-04-2026 کو حاضر عدالت ہو۔ <box>7 814 117 844</box>
lost-notice-title: اطلاع گمشدگی <box>127 622 230 642</box>
notices-column-left <box>2 6 122 1655</box>
court-notice <box>6 471 118 554</box>
news-number-badge: 34 <box>469 156 495 171</box>
news-body: حکومت نے اہم اقدامات کا اعلان کرتے ہوئے کہا کہ عوام کو ریلیف فراہم کرنے کے لئے ہر ممکن کوشش کی جائے گی۔ وزیر اعظم نے اجلاس کی صدارت کی جس میں مختلف امور پر تبادلہ خیال کیا گیا۔ ذرائع کے مطابق اس سلسلے میں اہم فیصلے متوقع ہیں اور متعلقہ اداروں کو ہدایات جاری کر دی گئی ہیں۔ رپورٹ کے مطابق صوبائی حکومت نے ترقیاتی منصوبوں کے لئے فنڈز جاری کر دیئے۔ <box>239 566 340 709</box>
news-body: حکومت نے اہم اقدامات کا اعلان کرتے ہوئے کہا کہ عوام کو ریلیف فراہم کرنے کے لئے ہر ممکن کوشش کی جائے گی۔ وزیر اعظم نے اجلاس کی صدارت کی جس میں مختلف امور پر تبادلہ خیال کیا گیا۔ ذرائع کے مطابق اس سلسلے میں اہم فیصلے متوقع ہیں اور متعلقہ اداروں کو ہدایات جاری کر دی گئی ہیں۔ رپورٹ کے مطابق صوبائی حکومت نے ترقیاتی منصوبوں کے لئے فنڈز جاری کر دیئے۔ <box>719 1470 835 1591</box>
news-number-badge: 46 <box>349 588 375 603</box>
news-item <box>594 12 710 152</box>
news-item <box>349 12 460 152</box>
news-tag-icon <box>499 445 529 458</box>
notice-body: مورخہ 24-04-2026 کو حاضر عدالت ہو کر جواب داخل کریں۔ <box>128 369 229 388</box>
news-item-header <box>349 588 460 603</box>
notice-body: مورخہ 15-04-2026 کو حاضر عدالت ہو۔ <box>128 453 229 473</box>
news-tag-icon <box>749 13 779 26</box>
news-tag-icon <box>874 566 904 579</box>
news-item <box>349 876 460 1016</box>
news-tag-icon <box>749 301 779 314</box>
court-notice <box>6 166 118 270</box>
news-number-badge: 41 <box>469 1165 495 1180</box>
news-item-header <box>239 548 340 563</box>
court-subtitle: صاحب سول جج کورٹ چکوال <box>132 427 225 448</box>
news-item-header <box>239 382 340 397</box>
news-item-header <box>349 300 460 315</box>
news-number-badge: 09 <box>844 896 870 911</box>
news-body: حکومت نے اہم اقدامات کا اعلان کرتے ہوئے کہا کہ عوام کو ریلیف فراہم کرنے کے لئے ہر ممکن کوشش کی جائے گی۔ وزیر اعظم نے اجلاس کی صدارت کی جس میں مختلف امور پر تبادلہ خیال کیا گیا۔ ذرائع کے مطابق اس سلسلے میں اہم فیصلے متوقع ہیں اور متعلقہ اداروں کو ہدایات جاری کر دی گئی ہیں۔ رپورٹ کے مطابق صوبائی حکومت نے ترقیاتی منصوبوں کے لئے فنڈز جاری کر دیئے۔ <box>469 174 585 294</box>
news-item-header <box>594 1020 710 1035</box>
news-tag-icon <box>874 13 904 26</box>
news-item <box>349 156 460 296</box>
court-subtitle: صاحب تحصیل کوٹلی ستیاں <box>18 28 106 49</box>
news-item-header <box>349 156 460 171</box>
news-body: حکومت نے اہم اقدامات کا اعلان کرتے ہوئے کہا کہ عوام کو ریلیف فراہم کرنے کے لئے ہر ممکن کوشش کی جائے گی۔ وزیر اعظم نے اجلاس کی صدارت کی جس میں مختلف امور پر تبادلہ خیال کیا گیا۔ ذرائع کے مطابق اس سلسلے میں اہم فیصلے متوقع ہیں اور متعلقہ اداروں کو ہدایات جاری کر دی گئی ہیں۔ رپورٹ کے مطابق صوبائی حکومت نے ترقیاتی منصوبوں کے لئے فنڈز جاری کر دیئے۔ <box>719 318 835 438</box>
news-number-badge: 50 <box>239 215 265 230</box>
news-item <box>594 1453 710 1593</box>
news-tag-icon <box>749 1454 779 1467</box>
news-item-header <box>594 1165 710 1180</box>
